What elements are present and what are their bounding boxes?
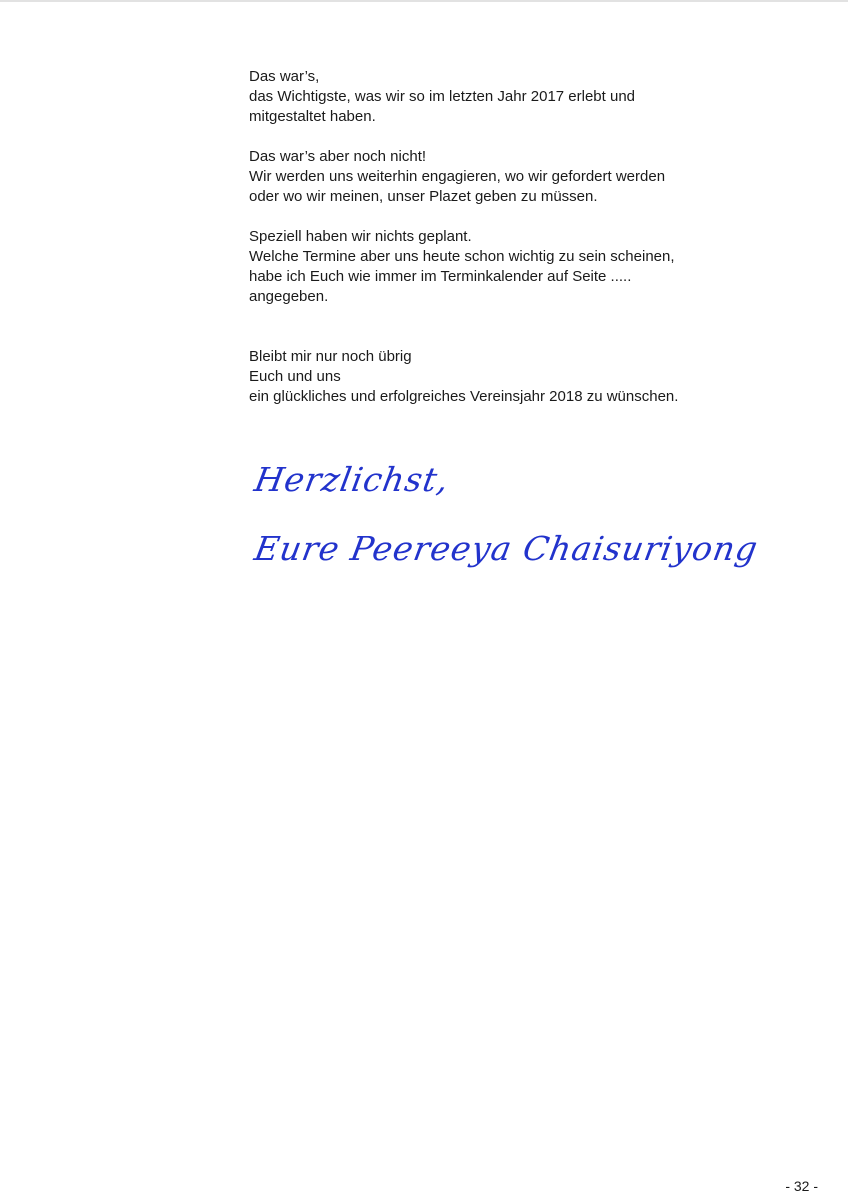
paragraph-spacer (249, 307, 769, 347)
text-line: angegeben. (249, 288, 329, 305)
text-line: Das war’s aber noch nicht! (249, 148, 427, 165)
signature-name: Eure Peereeya Chaisuriyong (251, 529, 762, 568)
letter-body (249, 67, 769, 407)
paragraph-spacer (249, 207, 769, 227)
page-top-edge (0, 0, 848, 2)
text-line: das Wichtigste, was wir so im letzten Jahr 2017 erlebt und (249, 88, 636, 105)
signature-block (250, 452, 762, 577)
text-line: Wir werden uns weiterhin engagieren, wo wir gefordert werden (249, 168, 666, 185)
paragraph-wishes (249, 347, 769, 407)
text-line: Bleibt mir nur noch übrig (249, 348, 412, 365)
paragraph-closing-review (249, 67, 769, 127)
text-line: oder wo wir meinen, unser Plazet geben zu müssen. (249, 188, 598, 205)
paragraph-spacer (249, 127, 769, 147)
signature-greeting: Herzlichst, (251, 460, 453, 499)
text-line: ein glückliches und erfolgreiches Vereinsjahr 2018 zu wünschen. (249, 388, 679, 405)
paragraph-plans (249, 227, 769, 307)
text-line: habe ich Euch wie immer im Terminkalender auf Seite ..... (249, 268, 632, 285)
text-line: Speziell haben wir nichts geplant. (249, 228, 472, 245)
paragraph-not-finished (249, 147, 769, 207)
text-line: Euch und uns (249, 368, 341, 385)
text-line: mitgestaltet haben. (249, 108, 376, 125)
page-number: - 32 - (785, 1178, 818, 1194)
text-line: Welche Termine aber uns heute schon wichtig zu sein scheinen, (249, 248, 675, 265)
text-line: Das war’s, (249, 68, 320, 85)
